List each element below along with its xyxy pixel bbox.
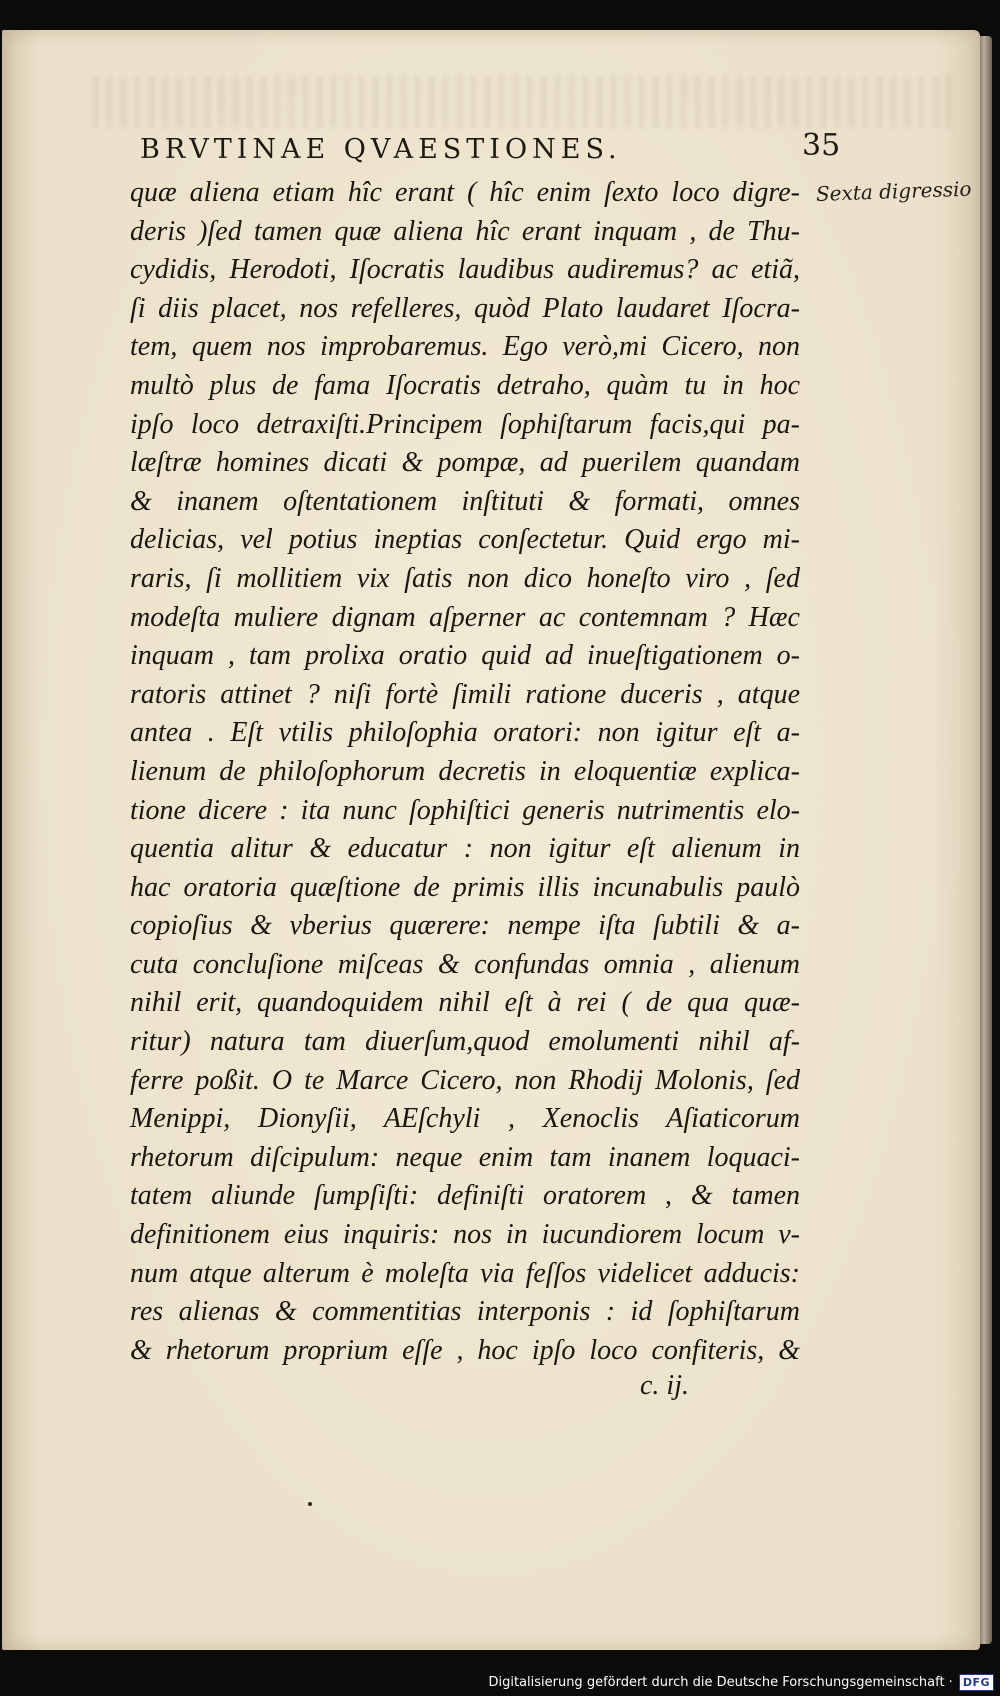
text-line: læſtræ homines dicati & pompæ, ad puerilem quandam xyxy=(130,447,800,479)
text-line: modeſta muliere dignam aſperner ac contemnam ? Hæc xyxy=(130,601,800,633)
text-line: & rhetorum proprium eſſe , hoc ipſo loco confiteris, & xyxy=(130,1334,800,1366)
text-line: ratoris attinet ? niſi fortè ſimili ratione duceris , atque xyxy=(130,678,800,710)
marginal-note: Sexta digressio xyxy=(815,176,972,206)
text-line: deris )ſed tamen quæ aliena hîc erant inquam , de Thu- xyxy=(130,215,800,247)
footer-text: Digitalisierung gefördert durch die Deutsche Forschungsgemeinschaft · xyxy=(488,1674,953,1690)
text-line: num atque alterum è moleſta via feſſos videlicet adducis: xyxy=(130,1257,800,1289)
text-line: res alienas & commentitias interponis : id ſophiſtarum xyxy=(130,1296,800,1328)
footer xyxy=(488,1670,994,1694)
page-number: 35 xyxy=(802,128,841,163)
page-edge xyxy=(980,36,992,1644)
text-line: quentia alitur & educatur : non igitur eſt alienum in xyxy=(130,833,800,865)
text-line: nihil erit, quandoquidem nihil eſt à rei ( de qua quæ- xyxy=(130,987,800,1019)
text-line: delicias, vel potius ineptias conſectetur. Quid ergo mi- xyxy=(130,524,800,556)
text-line: lienum de philoſophorum decretis in eloquentiæ explica- xyxy=(130,755,800,787)
body-text xyxy=(130,174,800,1370)
text-line: antea . Eſt vtilis philoſophia oratori: non igitur eſt a- xyxy=(130,717,800,749)
dfg-logo-icon: DFG xyxy=(959,1674,994,1691)
text-line: & inanem oſtentationem inſtituti & formati, omnes xyxy=(130,485,800,517)
show-through-text xyxy=(92,76,952,128)
text-line: tem, quem nos improbaremus. Ego verò,mi Cicero, non xyxy=(130,331,800,363)
text-line: cuta concluſione miſceas & confundas omnia , alienum xyxy=(130,948,800,980)
text-line: rhetorum diſcipulum: neque enim tam inanem loquaci- xyxy=(130,1141,800,1173)
text-line: raris, ſi mollitiem vix ſatis non dico honeſto viro , ſed xyxy=(130,562,800,594)
text-line: ferre poßit. O te Marce Cicero, non Rhodij Molonis, ſed xyxy=(130,1064,800,1096)
text-line: copioſius & vberius quærere: nempe iſta ſubtili & a- xyxy=(130,910,800,942)
text-line: tione dicere : ita nunc ſophiſtici generis nutrimentis elo- xyxy=(130,794,800,826)
text-line: multò plus de fama Iſocratis detraho, quàm tu in hoc xyxy=(130,369,800,401)
text-line: tatem aliunde ſumpſiſti: definiſti oratorem , & tamen xyxy=(130,1180,800,1212)
text-line: ritur) natura tam diuerſum,quod emolumenti nihil af- xyxy=(130,1026,800,1058)
text-line: ſi diis placet, nos refelleres, quòd Plato laudaret Iſocra- xyxy=(130,292,800,324)
text-line: quæ aliena etiam hîc erant ( hîc enim ſexto loco digre- xyxy=(130,177,800,208)
text-line: inquam , tam prolixa oratio quid ad inueſtigationem o- xyxy=(130,640,800,672)
text-line: hac oratoria quæſtione de primis illis incunabulis paulò xyxy=(130,871,800,903)
text-line: definitionem eius inquiris: nos in iucundiorem locum v- xyxy=(130,1219,800,1251)
text-line: Menippi, Dionyſii, AEſchyli , Xenoclis Aſiaticorum xyxy=(130,1103,800,1135)
text-line: cydidis, Herodoti, Iſocratis laudibus audiremus? ac etiã, xyxy=(130,254,800,286)
running-head: BRVTINAE QVAESTIONES. xyxy=(140,134,622,165)
signature-mark: c. ij. xyxy=(640,1370,689,1401)
text-line: ipſo loco detraxiſti.Principem ſophiſtarum facis,qui pa- xyxy=(130,408,800,440)
ink-speck xyxy=(308,1502,312,1506)
